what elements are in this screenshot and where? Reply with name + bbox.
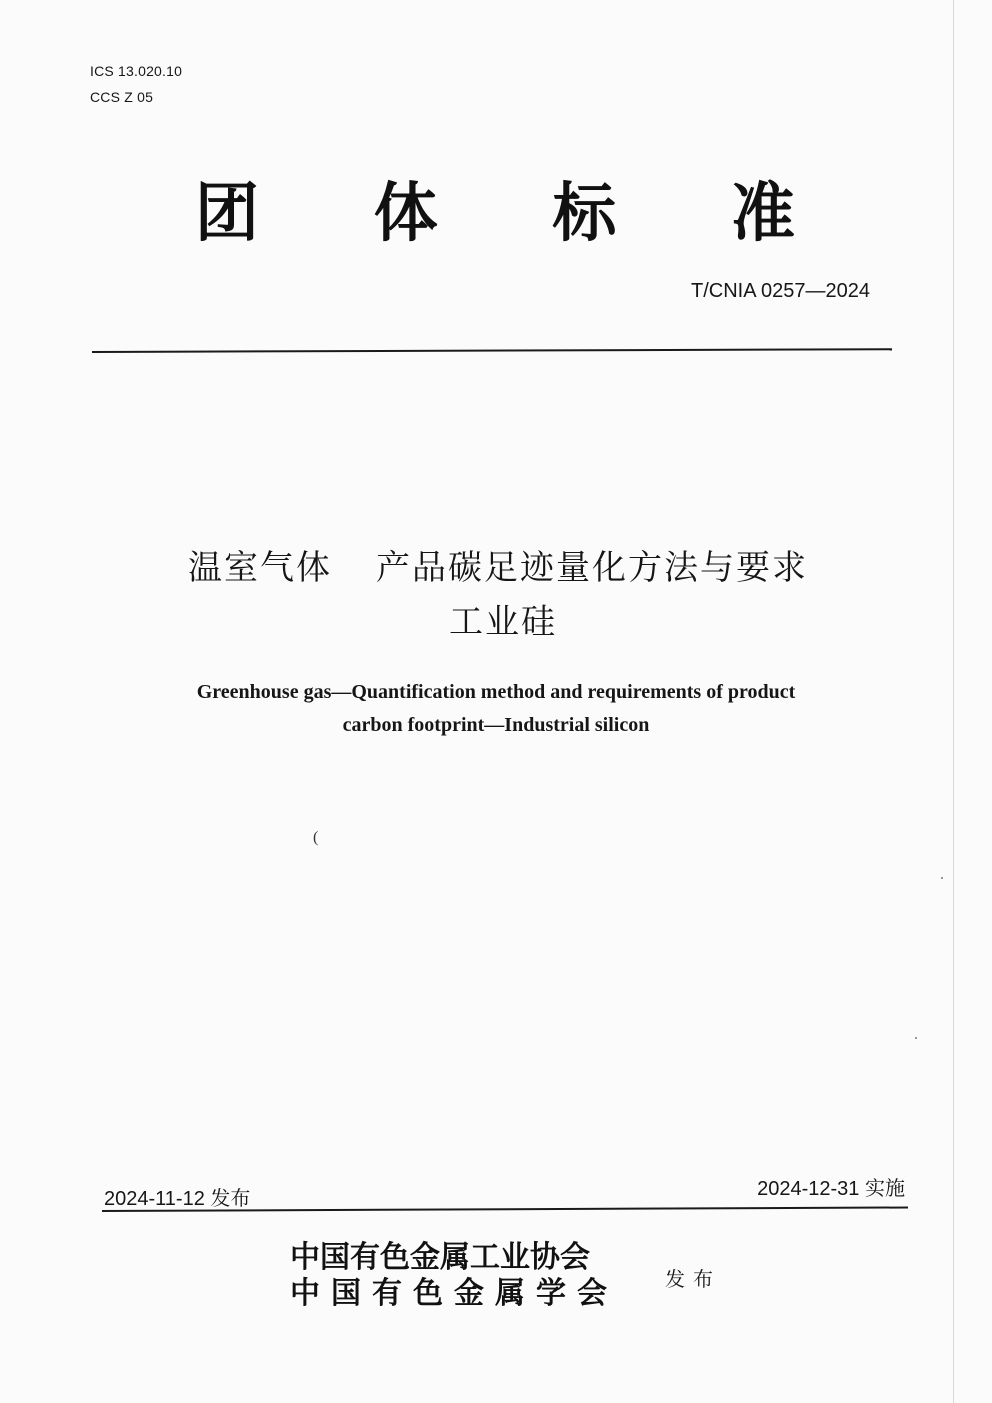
standard-type-char: 体 bbox=[373, 177, 438, 251]
chinese-title-part2: 产品碳足迹量化方法与要求 bbox=[376, 548, 808, 588]
ics-code: ICS 13.020.10 bbox=[90, 63, 183, 79]
chinese-title-line1 bbox=[0, 541, 992, 595]
chinese-title bbox=[0, 541, 992, 649]
scan-speck bbox=[915, 1037, 917, 1039]
english-title bbox=[0, 676, 992, 742]
publisher-names bbox=[290, 1240, 618, 1312]
publisher-org2: 中国有色金属学会 bbox=[290, 1276, 618, 1311]
standard-type-char: 团 bbox=[195, 177, 259, 251]
english-title-line1: Greenhouse gas—Quantification method and requirements of product bbox=[196, 681, 796, 703]
chinese-title-part1: 温室气体 bbox=[188, 548, 332, 588]
implementation-date: 2024-12-31 实施 bbox=[757, 1178, 905, 1200]
scan-speck bbox=[941, 877, 943, 879]
ccs-code: CCS Z 05 bbox=[90, 89, 154, 105]
header-divider bbox=[92, 348, 892, 353]
standard-type-heading bbox=[195, 178, 795, 250]
chinese-title-line2: 工业硅 bbox=[449, 602, 557, 642]
standard-type-char: 标 bbox=[552, 177, 617, 251]
english-title-line2: carbon footprint—Industrial silicon bbox=[342, 714, 650, 736]
publish-label: 发布 bbox=[665, 1267, 721, 1291]
stray-mark: ( bbox=[313, 829, 319, 846]
publisher-org1: 中国有色金属工业协会 bbox=[290, 1240, 590, 1275]
issue-date: 2024-11-12 发布 bbox=[104, 1188, 251, 1210]
standard-type-char: 准 bbox=[730, 177, 795, 251]
classification-codes bbox=[90, 58, 182, 110]
standard-number: T/CNIA 0257—2024 bbox=[691, 280, 870, 302]
